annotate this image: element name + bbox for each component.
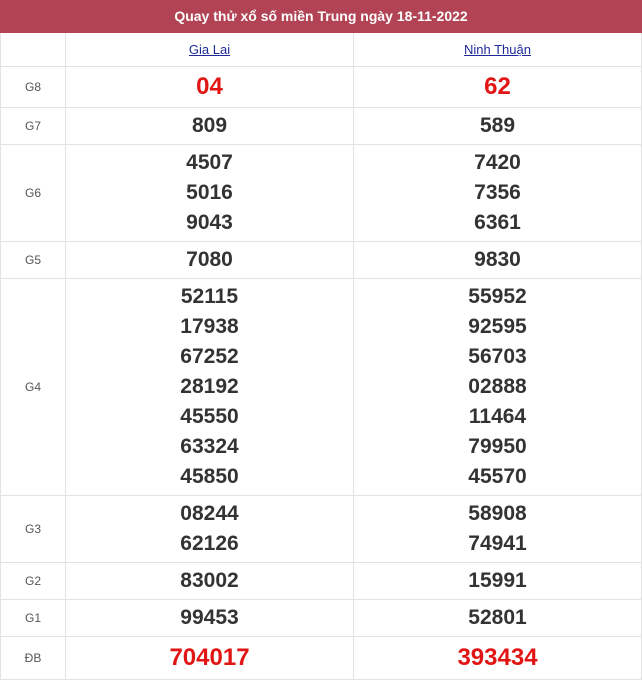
result-number: 15991	[468, 569, 527, 592]
result-number: 589	[479, 114, 516, 137]
result-number: 9043	[186, 211, 233, 234]
ninh-thuan-results	[354, 242, 642, 279]
result-number: 56703	[468, 345, 527, 368]
result-number: 74941	[468, 532, 527, 555]
prize-label: G6	[1, 145, 66, 242]
result-number: 4507	[186, 151, 233, 174]
result-number: 809	[191, 114, 228, 137]
result-number: 67252	[180, 345, 239, 368]
gia-lai-results	[66, 637, 354, 680]
ninh-thuan-results	[354, 496, 642, 563]
result-number: 11464	[468, 405, 527, 428]
ninh-thuan-results	[354, 108, 642, 145]
result-number: 08244	[180, 502, 239, 525]
result-number: 79950	[468, 435, 527, 458]
prize-label: G3	[1, 496, 66, 563]
result-number: 04	[196, 73, 223, 100]
prize-row-g2	[1, 563, 642, 600]
province-link-gia-lai[interactable]: Gia Lai	[188, 42, 231, 57]
result-number: 45550	[180, 405, 239, 428]
results-table	[0, 33, 642, 680]
prize-row-special	[1, 637, 642, 680]
prize-label: G7	[1, 108, 66, 145]
gia-lai-results	[66, 108, 354, 145]
gia-lai-results	[66, 563, 354, 600]
prize-label: G4	[1, 279, 66, 496]
result-number: 02888	[468, 375, 527, 398]
result-number: 45850	[180, 465, 239, 488]
result-number: 6361	[474, 211, 521, 234]
gia-lai-results	[66, 279, 354, 496]
prize-label: G2	[1, 563, 66, 600]
result-number: 58908	[468, 502, 527, 525]
result-number: 92595	[468, 315, 527, 338]
prize-row-g5	[1, 242, 642, 279]
province-header-gia-lai	[66, 33, 354, 67]
gia-lai-results	[66, 67, 354, 108]
result-number: 63324	[180, 435, 239, 458]
prize-row-g1	[1, 600, 642, 637]
gia-lai-results	[66, 242, 354, 279]
prize-label: ĐB	[1, 637, 66, 680]
prize-row-g6	[1, 145, 642, 242]
table-header-row	[1, 33, 642, 67]
header-spacer	[1, 33, 66, 67]
result-number: 62	[484, 73, 511, 100]
result-number: 45570	[468, 465, 527, 488]
ninh-thuan-results	[354, 279, 642, 496]
result-number: 7356	[474, 181, 521, 204]
province-header-ninh-thuan	[354, 33, 642, 67]
result-number: 393434	[457, 644, 538, 671]
prize-label: G5	[1, 242, 66, 279]
result-number: 5016	[186, 181, 233, 204]
page-title: Quay thử xổ số miền Trung ngày 18-11-2022	[0, 0, 642, 33]
ninh-thuan-results	[354, 67, 642, 108]
province-link-ninh-thuan[interactable]: Ninh Thuận	[464, 42, 531, 57]
ninh-thuan-results	[354, 637, 642, 680]
prize-row-g4	[1, 279, 642, 496]
prize-row-g8	[1, 67, 642, 108]
result-number: 62126	[180, 532, 239, 555]
result-number: 28192	[180, 375, 239, 398]
gia-lai-results	[66, 600, 354, 637]
result-number: 7080	[186, 248, 233, 271]
result-number: 7420	[474, 151, 521, 174]
result-number: 99453	[180, 606, 239, 629]
result-number: 17938	[180, 315, 239, 338]
gia-lai-results	[66, 496, 354, 563]
prize-row-g7	[1, 108, 642, 145]
result-number: 52801	[468, 606, 527, 629]
result-number: 9830	[474, 248, 521, 271]
prize-label: G1	[1, 600, 66, 637]
result-number: 704017	[169, 644, 250, 671]
result-number: 83002	[180, 569, 239, 592]
result-number: 55952	[468, 285, 527, 308]
result-number: 52115	[180, 285, 239, 308]
ninh-thuan-results	[354, 563, 642, 600]
ninh-thuan-results	[354, 600, 642, 637]
prize-label: G8	[1, 67, 66, 108]
gia-lai-results	[66, 145, 354, 242]
prize-row-g3	[1, 496, 642, 563]
ninh-thuan-results	[354, 145, 642, 242]
